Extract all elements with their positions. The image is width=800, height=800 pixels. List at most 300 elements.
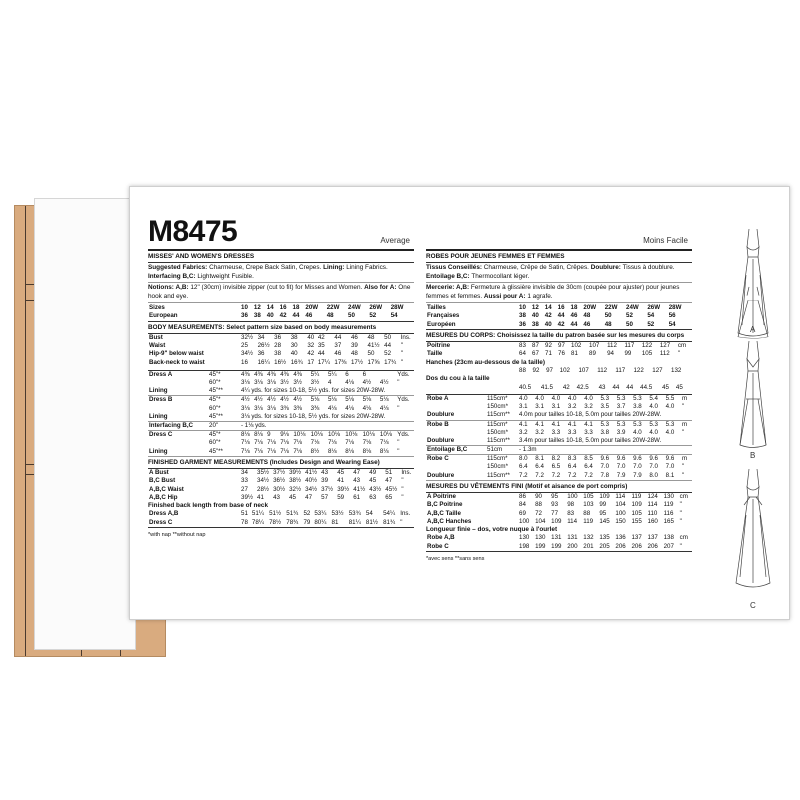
value-cell: 8.5 [584,455,593,463]
table-row [426,420,692,429]
value-cell: 52 [647,320,655,328]
value-cell: 4.1 [535,420,544,428]
value-cell: 3.8 [633,403,642,411]
table-row [148,469,414,477]
value-cell: 48 [350,350,358,358]
unit-cell: Ins. [400,334,411,342]
value-cell: 4⅜ [267,370,276,378]
value-cell: 40 [266,312,274,320]
value-cell: 5.3 [600,420,610,428]
value-cell: 207 [663,542,674,550]
value-cell: 45½ [385,485,398,493]
value-cell: 28W [668,304,682,312]
value-cell: 99 [624,350,632,358]
row-label: Taille [427,350,443,358]
value-cell: 52 [626,312,633,320]
unit-cell [411,304,414,312]
value-cell: 40.5 [519,383,532,391]
unit-cell: " [681,463,685,471]
table-row [426,463,692,471]
row-label: Dress B [149,396,173,404]
row-label: A,B,C Hanches [427,517,472,525]
row-sub-label: 150cm* [487,403,508,411]
unit-cell: m [681,420,688,428]
value-cell: 8.0 [519,455,528,463]
value-cell: 90 [535,493,542,501]
back-length-heading: Finished back length from base of neck [148,501,269,509]
value-cell: 5.3 [649,420,658,428]
row-sub-label [208,350,240,358]
value-cell: 165 [663,517,674,525]
value-cell: 7.0 [649,463,658,471]
value-cell: 8.0 [648,472,664,481]
value-cell: 5⅛ [379,396,389,404]
value-cell: 112 [607,342,617,350]
value-cell: 107 [589,342,600,350]
row-label [426,384,486,392]
row-sub-label [208,359,240,367]
pattern-envelope [34,198,136,650]
row-sub-label: 115cm** [486,472,518,481]
value-cell: 3½ [280,379,289,387]
value-cell: 34½ [241,350,254,358]
value-cell: 3⅛ [267,379,276,387]
value-cell: 5.3 [665,420,675,428]
unit-cell: " [681,403,685,411]
value-cell: 137 [647,534,658,542]
value-cell: 81 [331,518,339,526]
row-sub-label [486,312,518,320]
row-sub-label [208,304,240,312]
value-cell: 14 [544,304,552,312]
value-cell: 44 [317,350,325,358]
value-cell: 16 [241,358,248,366]
value-cell: 92 [545,342,552,350]
value-cell: 43 [321,469,329,477]
value-cell: 7.0 [600,463,610,471]
row-sub-label [208,510,240,518]
row-sub-label: 45"** [208,448,240,457]
value-cell: 37½ [321,485,334,493]
value-cell: 138 [663,534,674,542]
value-cell: 150 [615,517,626,525]
value-cell: 42 [307,350,315,358]
unit-cell: Yds. [397,431,410,439]
value-cell: 39 [321,477,329,485]
size-row-fr [426,304,692,312]
unit-cell [689,367,692,375]
fabrics-text-fr: Tissus Conseillés: Charmeuse, Crêpe de Satin, Crêpes. Doublure: Tissus à doublure. Entoilage B,C: Thermocollant léger. [426,263,692,283]
row-label: Robe A,B [427,534,455,542]
value-cell: 78½ [269,518,282,526]
unit-cell: " [401,493,404,501]
value-cell: 36½ [273,477,286,485]
value-cell: 26W [647,304,661,312]
value-cell: 7⅛ [362,439,372,447]
table-row [426,455,692,464]
value-cell: 24W [348,304,361,312]
row-label [426,367,486,375]
value-cell: 8⅛ [344,448,361,457]
value-cell: 7⅛ [293,439,302,447]
value-cell: 4.0 [535,394,544,402]
table-row [426,437,692,446]
value-cell: 30½ [273,485,286,493]
row-sub-label: 115cm** [486,437,518,446]
value-cell: 40 [544,320,552,328]
value-cell: 50 [604,312,612,320]
value-cell: 6.5 [551,463,561,471]
value-cell: 4.0 [665,428,675,436]
view-b-label: B [750,451,756,460]
value-cell: 17 [307,358,315,366]
value-cell: 109 [551,517,562,525]
value-cell: 7.2 [567,472,583,481]
row-note: 3⅛ yds. for sizes 10-18, 5½ yds. for sizes 20W-28W. [240,413,414,422]
value-cell: 18 [292,304,300,312]
value-cell: 87 [532,342,539,350]
value-cell: 7⅛ [254,439,263,447]
row-note: 3.4m pour tailles 10-18, 5.0m pour tailles 20W-28W. [518,437,692,446]
value-cell: 76 [558,350,565,358]
value-cell: 10⅛ [379,431,392,439]
value-cell: 45 [662,383,669,391]
value-cell: 3½ [310,379,320,387]
value-cell: 61 [353,493,361,501]
value-cell: 28½ [257,485,270,493]
value-cell: 72 [535,509,542,517]
value-cell: 105 [641,350,653,358]
value-cell: 3.3 [584,428,593,436]
table-row [426,493,692,501]
value-cell: 4.1 [519,420,528,428]
table-row [426,394,692,403]
value-cell: 81 [571,350,578,358]
value-cell: 137 [631,534,642,542]
row-label: European [149,312,178,320]
table-row [148,494,414,502]
value-cell: 119 [631,493,642,501]
value-cell: 45 [337,469,345,477]
value-cell: 8⅛ [362,448,379,457]
value-cell: 49 [369,469,377,477]
unit-cell: " [679,517,682,525]
value-cell: 35 [317,342,325,350]
nap-footnote-fr: *avec sens **sans sens [426,555,485,562]
value-cell: 103 [583,501,594,509]
row-sub-label: 45"** [208,387,240,396]
row-note: 4¼ yds. for sizes 10-18, 5½ yds. for sizes 20W-28W. [240,387,414,396]
unit-cell: cm [677,342,687,350]
value-cell: 4.0 [551,394,561,402]
value-cell: 4½ [293,396,302,404]
value-cell: 44 [557,312,565,320]
value-cell: 9.6 [600,455,610,463]
row-label [426,403,486,411]
value-cell: 33 [241,477,248,485]
row-label: A,B,C Taille [427,509,461,517]
value-cell: 92 [532,367,540,375]
value-cell: 39½ [241,493,254,501]
value-cell: 7⅛ [267,439,276,447]
value-cell: 17⅝ [367,358,380,366]
row-sub-label [208,312,240,321]
table-row [148,370,414,379]
value-cell: 10 [241,304,248,312]
row-label: Tailles [427,304,446,312]
value-cell: 119 [583,517,594,525]
body-measurements-heading: BODY MEASUREMENTS: Select pattern size based on body measurements [148,322,414,334]
value-cell: 17¾ [384,358,397,366]
value-cell: 3.8 [600,428,610,436]
table-row [148,396,414,405]
value-cell: 36 [257,350,265,358]
value-cell: 48 [326,312,334,320]
back-neck-label-fr: Dos du cou à la taille [426,375,490,383]
value-cell: 45 [289,493,296,501]
english-header [148,217,414,251]
row-sub-label [208,519,240,528]
value-cell: 41½ [305,469,318,477]
value-cell: 81¼ [348,518,361,526]
unit-cell: " [681,428,685,436]
value-cell: 41½ [367,342,380,350]
value-cell: 8.1 [665,472,681,481]
value-cell: 5.3 [633,420,642,428]
value-cell: 44 [626,383,634,391]
table-row [426,446,692,455]
unit-cell: cm [679,534,688,542]
row-label: Dress A [149,370,173,378]
value-cell: 22W [326,304,340,312]
french-header [426,217,692,251]
value-cell: 46 [334,350,342,358]
value-cell: 4.1 [584,420,593,428]
value-cell: 7⅛ [280,439,289,447]
value-cell: 122 [633,367,644,375]
row-label: Sizes [149,304,165,312]
value-cell: 88 [519,367,526,375]
value-cell: 206 [615,542,626,550]
value-cell: 132 [671,367,682,375]
row-label: Hip-9" below waist [149,350,204,358]
value-cell: 43 [353,477,361,485]
unit-cell: " [400,358,403,366]
table-row [148,448,414,457]
value-cell: 7.9 [632,472,648,481]
row-label: B,C Bust [149,477,176,485]
value-cell: 107 [578,367,589,375]
value-cell: 7⅛ [345,439,354,447]
value-cell: 81¾ [383,518,396,526]
value-cell: 206 [631,542,642,550]
finished-measurements-table-fr [426,493,692,526]
value-cell: 102 [559,367,570,375]
value-cell: 40 [307,334,315,342]
row-sub-label: 115cm* [487,420,508,428]
hip-table-fr [426,367,692,375]
value-cell: 93 [551,501,559,509]
value-cell: 130 [519,534,530,542]
value-cell: 3.2 [535,428,544,436]
unit-cell: Yds. [397,370,410,378]
row-sub-label [208,486,240,494]
value-cell: 48 [583,312,591,320]
value-cell: 36 [241,312,248,320]
value-cell: 8⅛ [241,431,250,439]
value-cell: 7⅛ [279,448,292,457]
table-row [426,543,692,552]
value-cell: 38½ [289,477,302,485]
value-cell: 9.6 [665,455,675,463]
value-cell: 40½ [305,477,318,485]
value-cell: 9.6 [616,455,626,463]
value-cell: 4½ [379,379,389,387]
value-cell: 160 [647,517,658,525]
value-cell: 114 [615,493,626,501]
value-cell: 16½ [274,358,287,366]
value-cell: 52 [384,350,392,358]
value-cell: 3.1 [535,403,544,411]
value-cell: 41.5 [540,383,553,391]
value-cell: 4⅜ [280,370,289,378]
row-label [148,379,208,387]
value-cell: 8⅛ [379,448,396,457]
value-cell: 51 [385,469,393,477]
value-cell: 4.1 [551,420,561,428]
value-cell: 64 [519,350,526,358]
unit-cell: " [400,342,403,350]
table-row [426,350,692,358]
value-cell: 112 [659,350,670,358]
value-cell: 117 [624,342,635,350]
value-cell: 48 [367,334,375,342]
value-cell: 3⅛ [241,379,250,387]
row-sub-label [486,321,518,330]
row-label: Robe B [427,420,449,428]
value-cell: 40 [290,350,298,358]
row-sub-label [208,469,240,477]
unit-cell: " [397,439,400,447]
value-cell: 99 [599,501,607,509]
row-sub-label [486,518,518,526]
row-label: Françaises [427,312,460,320]
back-neck-table-fr [426,384,692,392]
row-label: Dress C [149,431,173,439]
unit-cell: Ins. [401,469,412,477]
value-cell: 4⅛ [379,404,389,412]
value-cell: 131 [551,534,562,542]
value-cell: 3.2 [567,403,577,411]
value-cell: 44.5 [640,383,653,391]
unit-cell: " [401,485,404,493]
value-cell: 37 [334,342,342,350]
size-row [148,304,414,312]
value-cell: 41 [337,477,345,485]
row-note: - 1⅛ yds. [240,421,414,430]
value-cell: 39 [350,342,358,350]
value-cell: 199 [551,542,562,550]
value-cell: 135 [599,534,610,542]
table-row [426,501,692,509]
pattern-number: M8475 [148,215,238,248]
european-size-row-fr [426,321,692,330]
finished-measurements-heading-fr: MESURES DU VÊTEMENTS FINI (Motif et aisance de port compris) [426,481,692,493]
row-label: Entoilage B,C [426,446,486,455]
value-cell: 145 [599,517,610,525]
row-label: Robe C [427,542,449,550]
value-cell: 10⅛ [345,431,358,439]
value-cell: 112 [597,367,608,375]
value-cell: 69 [519,509,526,517]
row-sub-label: 51cm [486,446,518,455]
value-cell: 9.6 [633,455,642,463]
value-cell: 8.3 [567,455,577,463]
value-cell: 7.2 [551,472,567,481]
value-cell: 42 [557,320,565,328]
table-row [148,510,414,518]
row-label [426,429,486,437]
value-cell: 130 [535,534,546,542]
back-length-table-fr [426,534,692,551]
table-row [148,359,414,367]
value-cell: 136 [615,534,626,542]
value-cell: 7.8 [599,472,615,481]
row-note: 4.0m pour tailles 10-18, 5.0m pour tailles 20W-28W. [518,411,692,420]
value-cell: 34 [241,469,248,477]
garment-title-fr: ROBES POUR JEUNES FEMMES ET FEMMES [426,251,692,263]
value-cell: 4.0 [584,394,593,402]
row-sub-label: 45"* [209,431,221,439]
value-cell: 9.6 [649,455,658,463]
view-a-label: A [750,325,756,334]
value-cell: 51¼ [251,510,264,518]
value-cell: 110 [647,509,658,517]
value-cell: 3½ [293,379,302,387]
value-cell: 7⅛ [240,448,253,457]
value-cell: 4½ [241,396,250,404]
value-cell: 30 [290,342,298,350]
value-cell: 109 [599,493,610,501]
table-row [426,534,692,542]
value-cell: 54¼ [383,510,396,518]
value-cell: 71 [545,350,552,358]
value-cell: 124 [647,493,658,501]
hip-row-fr [426,367,692,375]
value-cell: 5⅛ [327,396,337,404]
value-cell: 4½ [267,396,276,404]
row-label: Européen [427,320,456,328]
value-cell: 5¼ [327,370,337,378]
value-cell: 10⅛ [362,431,375,439]
value-cell: 16¼ [257,358,270,366]
value-cell: 7⅛ [327,439,337,447]
difficulty-level: Average [380,236,410,246]
value-cell: 83 [567,509,575,517]
value-cell: 94 [607,350,614,358]
fabrics-text: Suggested Fabrics: Charmeuse, Crepe Back Satin, Crepes. Lining: Lining Fabrics. Interfacing B,C: Lightweight Fusible. [148,263,414,283]
value-cell: 50 [626,320,633,328]
value-cell: 22W [604,304,618,312]
row-sub-label [486,493,518,501]
size-table [148,304,414,321]
table-row [148,413,414,422]
row-label: B,C Poitrine [427,501,463,509]
value-cell: 100 [519,517,530,525]
value-cell: 51½ [269,510,282,518]
table-row [426,403,692,411]
value-cell: 25 [241,342,248,350]
